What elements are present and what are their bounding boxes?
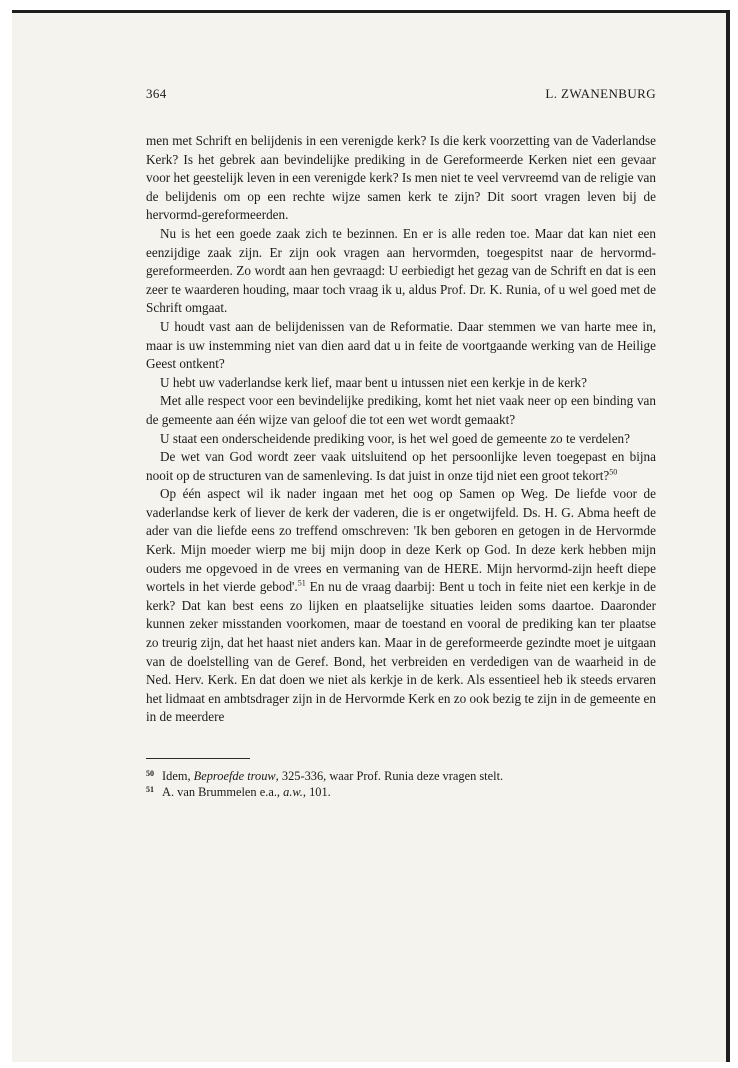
paragraph: U staat een onderscheidende prediking voor, is het wel goed de gemeente zo te verdelen? (160, 430, 631, 446)
paragraph: Met alle respect voor een bevindelijke prediking, komt het niet vaak neer op een binding van de gemeente aan één wijze van geloof die tot een wet wordt gemaakt? (146, 393, 656, 427)
book-page (146, 86, 656, 800)
running-head (146, 86, 656, 102)
footnote-number: 51 (146, 785, 154, 794)
footnote-divider (146, 758, 250, 759)
footnote-number: 50 (146, 769, 154, 778)
paragraph-text: En nu de vraag daarbij: Bent u toch in feite niet een kerkje in de kerk? Dat kan best eens zo lijken en plaatselijke situaties leiden soms daartoe. Daaronder kunnen zeker misstanden voorkomen, maar de toestand en vooral de prediking kan ter plaatse zo treurig zijn, dat het haast niet anders kan. Maar in de gereformeerde gezindte moet je uitgaan van de doelstelling van de Geref. Bond, het verbreiden en verdedigen van de waarheid in de Ned. Herv. Kerk. En dat doen we niet als kerkje in de kerk. Als essentieel heb ik steeds ervaren het lidmaat en ambtsdrager zijn in de Hervormde Kerk en zo ook bezig te zijn in de gemeente en in de meerdere (146, 579, 657, 725)
paragraph: U hebt uw vaderlandse kerk lief, maar bent u intussen niet een kerkje in de kerk? (160, 374, 587, 390)
footnote-title: Beproefde trouw (193, 769, 276, 783)
paragraph: men met Schrift en belijdenis in een verenigde kerk? Is die kerk voorzetting van de Vaderlandse Kerk? Is het gebrek aan bevindelijke prediking in de Gereformeerde Kerken niet een gevaar voor het geestelijk leven in een verenigde kerk? Is men niet te veel vervreemd van de religie van de belijdenis om op een rechte wijze samen kerk te zijn? Dit soort vragen leven bij de hervormd-gereformeerden. (146, 133, 656, 223)
footnote-text: A. van Brummelen e.a., a.w., 101. (162, 785, 331, 799)
paragraph-text: Op één aspect wil ik nader ingaan met het oog op Samen op Weg. De liefde voor de vaderlandse kerk of liever de kerk der vaderen, die is er ongetwijfeld. Ds. H. G. Abma heeft de ader van die liefde eens zo treffend omschreven: 'Ik ben geboren en getogen in de Hervormde Kerk. Mijn moeder wierp me bij mijn doop in deze Kerk op God. In deze kerk hebben mijn ouders me opgevoed in de vrees en vermaning van de HERE. Mijn hervormd-zijn heeft diepe wortels in het vierde gebod'. (146, 486, 656, 595)
footnote-title: a.w. (283, 785, 303, 799)
page-number: 364 (146, 86, 167, 101)
paragraph (146, 448, 656, 485)
paragraph: Nu is het een goede zaak zich te bezinnen. En er is alle reden toe. Maar dat kan niet een eenzijdige zaak zijn. Er zijn ook vragen aan hervormden, toegespitst naar de hervormd-gereformeerden. Zo wordt aan hen gevraagd: U eerbiedigt het gezag van de Schrift en dat is een zeer te waarderen houding, maar toch vraag ik u, aldus Prof. Dr. K. Runia, of u wel goed met de Schrift omgaat. (146, 225, 656, 316)
running-head-author: L. ZWANENBURG (545, 86, 656, 101)
footnote-text: Idem, Beproefde trouw, 325-336, waar Prof. Runia deze vragen stelt. (162, 769, 504, 783)
footnote-reference[interactable]: 51 (297, 578, 306, 588)
paragraph: U houdt vast aan de belijdenissen van de Reformatie. Daar stemmen we van harte mee in, maar is uw instemming niet van dien aard dat u in feite de voortgaande werking van de Heilige Geest ontkent? (146, 318, 656, 372)
body-text (146, 132, 656, 727)
footnotes (146, 768, 656, 800)
paragraph-text: De wet van God wordt zeer vaak uitsluitend op het persoonlijke leven toegepast en bijna nooit op de structuren van de samenleving. Is dat juist in onze tijd niet een groot tekort? (146, 449, 656, 483)
footnote (146, 784, 656, 800)
paragraph (146, 485, 656, 727)
footnote-reference[interactable]: 50 (609, 467, 618, 477)
footnote (146, 768, 656, 784)
